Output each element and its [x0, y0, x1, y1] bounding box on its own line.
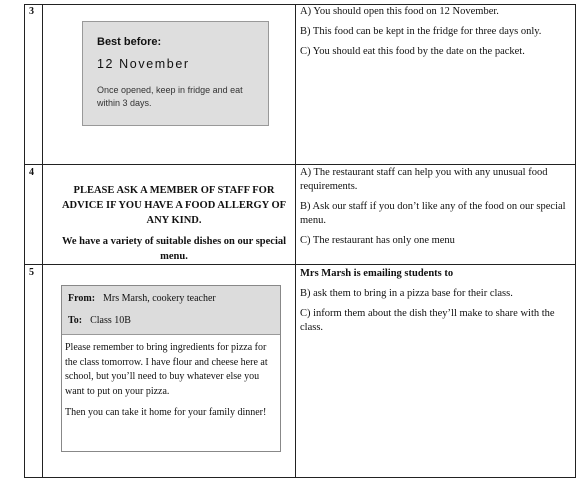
table-border-left [24, 4, 25, 478]
from-label: From: [68, 293, 96, 304]
answer-options [300, 166, 572, 254]
email-paragraph: Then you can take it home for your family dinner! [65, 407, 267, 418]
to-value: Class 10B [90, 315, 131, 326]
option-b[interactable]: B) ask them to bring in a pizza base for their class. [300, 288, 513, 299]
to-label: To: [68, 315, 83, 326]
email-body [65, 341, 277, 428]
email-message [61, 285, 281, 452]
option-a[interactable]: A) The restaurant staff can help you with any unusual food requirements. [300, 167, 548, 192]
row-divider [24, 164, 576, 165]
option-a[interactable]: A) You should open this food on 12 November. [300, 6, 499, 17]
best-before-label [82, 21, 269, 126]
column-divider [42, 4, 43, 478]
answer-options [300, 5, 572, 65]
notice-sub: We have a variety of suitable dishes on our special menu. [61, 236, 287, 262]
question-number: 3 [29, 6, 34, 17]
column-divider [295, 4, 296, 478]
question-number: 4 [29, 167, 34, 178]
email-header [62, 286, 280, 335]
allergy-notice [54, 183, 294, 264]
sign-title: Best before: [97, 36, 162, 48]
question-stem: Mrs Marsh is emailing students to [300, 268, 454, 279]
email-from-row [68, 293, 216, 304]
option-c[interactable]: C) You should eat this food by the date on the packet. [300, 46, 525, 57]
sign-note: Once opened, keep in fridge and eat within 3 days. [97, 85, 243, 108]
option-c[interactable]: C) inform them about the dish they’ll make to share with the class. [300, 308, 555, 333]
from-value: Mrs Marsh, cookery teacher [103, 293, 216, 304]
question-number: 5 [29, 267, 34, 278]
sign-date: 12 November [97, 57, 190, 71]
option-b[interactable]: B) Ask our staff if you don’t like any of the food on our special menu. [300, 201, 566, 226]
answer-options [300, 267, 572, 341]
option-b[interactable]: B) This food can be kept in the fridge for three days only. [300, 26, 542, 37]
notice-main: PLEASE ASK A MEMBER OF STAFF FOR ADVICE IF YOU HAVE A FOOD ALLERGY OF ANY KIND. [61, 185, 287, 226]
email-paragraph: Please remember to bring ingredients for pizza for the class tomorrow. I have flour and cheese here at school, but you’ll need to buy whatever else you want to put on your pizza. [65, 342, 268, 397]
option-c[interactable]: C) The restaurant has only one menu [300, 235, 455, 246]
row-divider [24, 264, 576, 265]
email-to-row [68, 315, 131, 326]
